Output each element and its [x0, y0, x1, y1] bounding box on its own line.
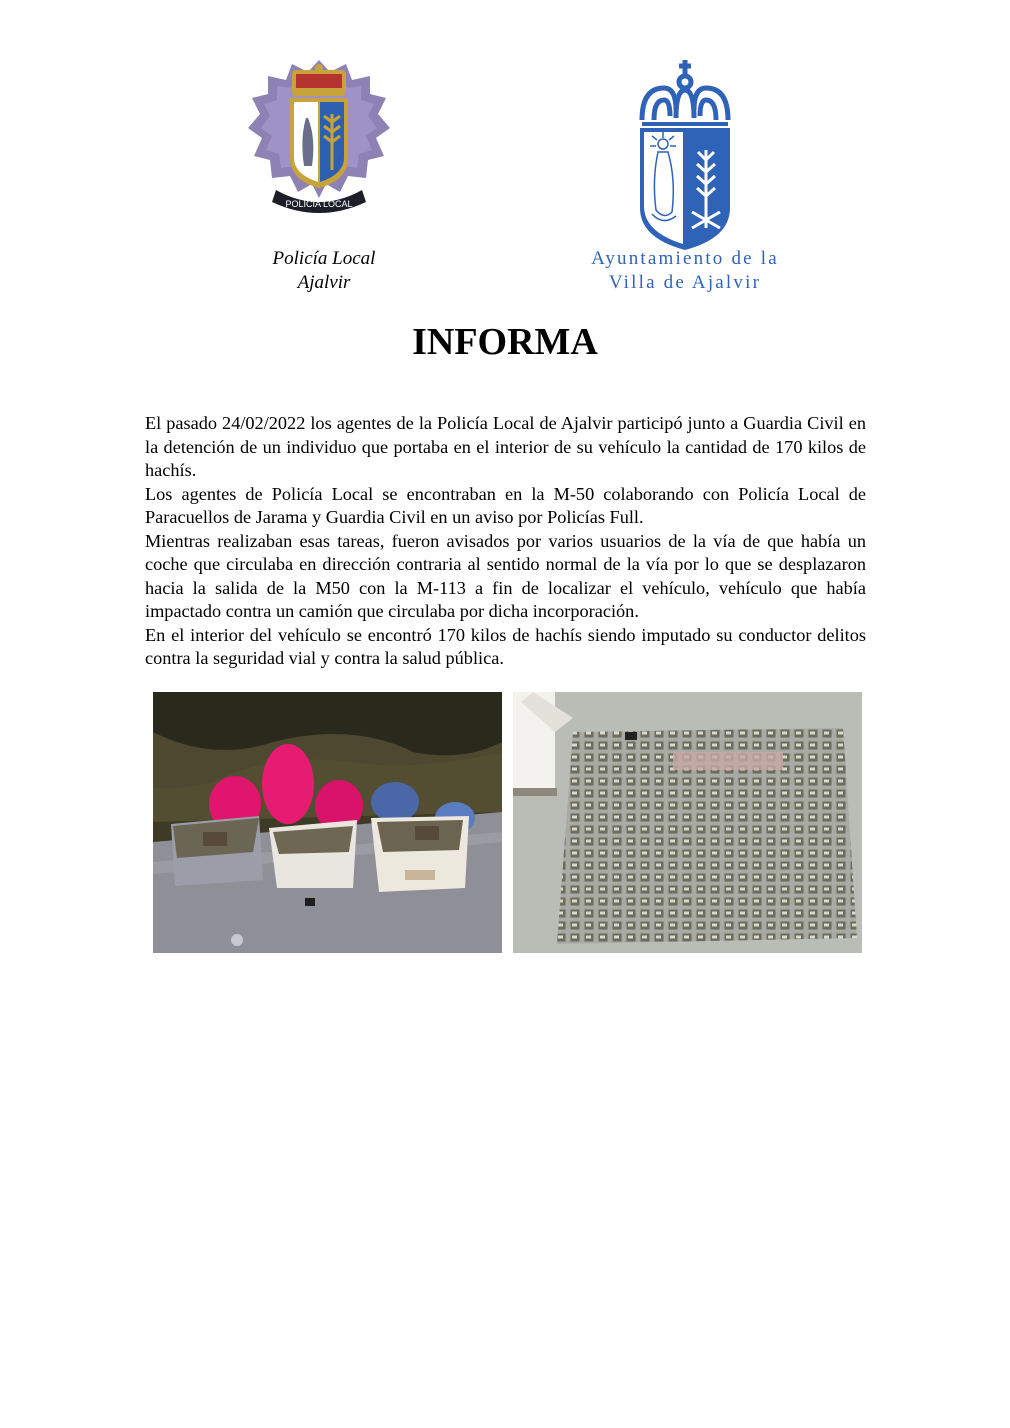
paragraph: Los agentes de Policía Local se encontraban en la M-50 colaborando con Policía Local de Paracuellos de Jarama y Guardia Civil en un aviso por Policías Full.	[145, 483, 866, 527]
town-coat-of-arms-logo	[636, 60, 734, 252]
packets-photo-image	[513, 692, 862, 953]
police-badge-icon	[248, 58, 390, 220]
photo-seized-bags	[153, 692, 502, 953]
coat-of-arms-icon	[636, 60, 734, 252]
photo-seized-packets	[513, 692, 862, 953]
bags-photo-image	[153, 692, 502, 953]
police-caption-line1: Policía Local	[272, 248, 376, 269]
body-text	[145, 412, 866, 671]
police-caption-line2: Ajalvir	[297, 272, 351, 293]
paragraph: Mientras realizaban esas tareas, fueron avisados por varios usuarios de la vía de que había un coche que circulaba en dirección contraria al sentido normal de la vía por lo que se desplazaron hacia la salida de la M50 con la M-113 a fin de localizar el vehículo, vehículo que había impactado contra un camión que circulaba por dicha incorporación.	[145, 530, 866, 621]
town-logo-caption	[560, 247, 810, 295]
page-title: INFORMA	[412, 321, 598, 363]
town-caption-line2: Villa de Ajalvir	[608, 272, 762, 293]
police-badge-logo	[248, 58, 390, 220]
police-logo-caption	[224, 247, 424, 295]
town-caption-line1: Ayuntamiento de la	[591, 248, 779, 269]
badge-ribbon-text: POLICIA LOCAL	[285, 199, 353, 209]
paragraph: El pasado 24/02/2022 los agentes de la Policía Local de Ajalvir participó junto a Guardia Civil en la detención de un individuo que portaba en el interior de su vehículo la cantidad de 170 kilos de hachís.	[145, 413, 866, 480]
paragraph: En el interior del vehículo se encontró 170 kilos de hachís siendo imputado su conductor delitos contra la seguridad vial y contra la salud pública.	[145, 624, 866, 668]
